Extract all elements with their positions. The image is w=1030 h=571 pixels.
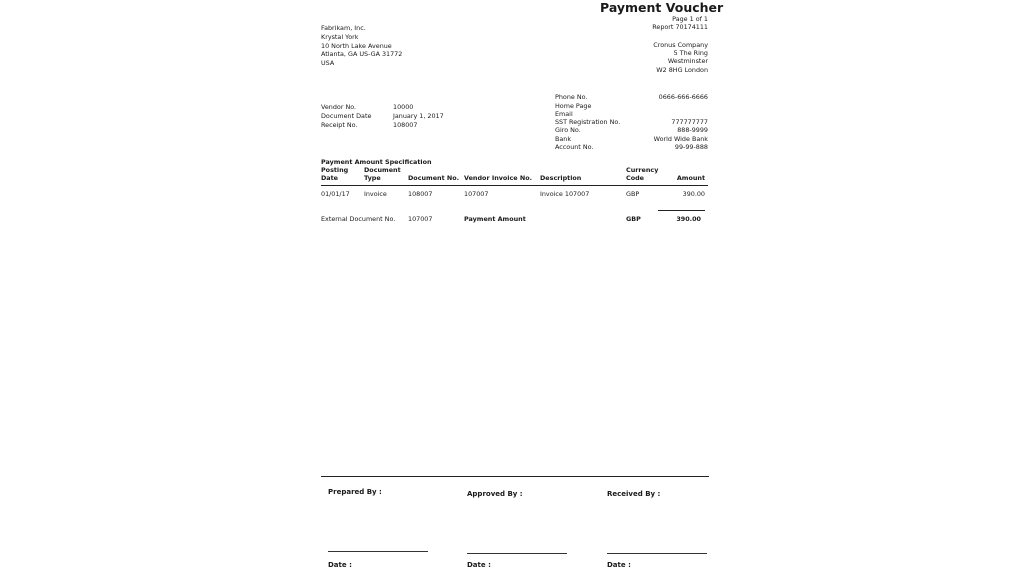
giro-value: 888-9999 xyxy=(677,126,708,134)
company-name: Cronus Company xyxy=(653,41,708,49)
row-amount: 390.00 xyxy=(682,190,705,198)
homepage-label: Home Page xyxy=(555,102,592,110)
col-doc-type-1: Document xyxy=(364,166,401,174)
received-signature-line xyxy=(607,553,707,554)
col-vendor-invoice: Vendor Invoice No. xyxy=(464,174,533,182)
row-doc-no: 108007 xyxy=(408,190,433,198)
document-date-label: Document Date xyxy=(321,112,372,120)
company-street: 5 The Ring xyxy=(673,49,708,57)
prepared-by-label: Prepared By : xyxy=(328,488,382,496)
col-posting-date-2: Date xyxy=(321,174,339,182)
receipt-no-value: 108007 xyxy=(393,121,418,129)
row-posting-date: 01/01/17 xyxy=(321,190,350,198)
vendor-contact: Krystal York xyxy=(321,33,359,41)
approved-by-label: Approved By : xyxy=(467,490,523,498)
email-label: Email xyxy=(555,110,573,118)
account-value: 99-99-888 xyxy=(674,143,708,151)
row-description: Invoice 107007 xyxy=(540,190,590,198)
vendor-no-value: 10000 xyxy=(393,103,414,111)
total-currency: GBP xyxy=(626,215,641,223)
prepared-signature-line xyxy=(328,551,428,552)
col-doc-no: Document No. xyxy=(408,174,460,182)
payment-amount-label: Payment Amount xyxy=(464,215,526,223)
sst-label: SST Registration No. xyxy=(555,118,621,126)
received-by-label: Received By : xyxy=(607,490,661,498)
col-currency-1: Currency xyxy=(626,166,659,174)
company-district: Westminster xyxy=(667,57,708,65)
total-amount: 390.00 xyxy=(676,215,701,223)
col-amount: Amount xyxy=(676,174,705,182)
signature-section-rule xyxy=(321,476,709,477)
received-date-label: Date : xyxy=(607,561,631,569)
phone-value: 0666-666-6666 xyxy=(658,93,708,101)
total-rule xyxy=(658,210,705,211)
col-description: Description xyxy=(540,174,582,182)
page-number: Page 1 of 1 xyxy=(672,15,708,23)
col-currency-2: Code xyxy=(626,174,644,182)
vendor-street: 10 North Lake Avenue xyxy=(321,42,392,50)
row-vendor-invoice: 107007 xyxy=(464,190,489,198)
company-city: W2 8HG London xyxy=(656,66,708,74)
approved-date-label: Date : xyxy=(467,561,491,569)
vendor-country: USA xyxy=(321,59,335,67)
receipt-no-label: Receipt No. xyxy=(321,121,358,129)
phone-label: Phone No. xyxy=(555,93,588,101)
vendor-no-label: Vendor No. xyxy=(321,103,357,111)
spec-heading: Payment Amount Specification xyxy=(321,158,432,166)
header-rule xyxy=(321,185,708,186)
col-doc-type-2: Type xyxy=(364,174,381,182)
vendor-name: Fabrikam, Inc. xyxy=(321,24,366,32)
report-title: Payment Voucher xyxy=(600,0,724,15)
giro-label: Giro No. xyxy=(555,126,581,134)
vendor-city: Atlanta, GA US-GA 31772 xyxy=(321,50,403,58)
bank-label: Bank xyxy=(555,135,572,143)
bank-value: World Wide Bank xyxy=(653,135,708,143)
sst-value: 777777777 xyxy=(671,118,708,126)
document-date-value: January 1, 2017 xyxy=(393,112,444,120)
prepared-date-label: Date : xyxy=(328,561,352,569)
approved-signature-line xyxy=(467,553,567,554)
row-doc-type: Invoice xyxy=(364,190,387,198)
row-currency: GBP xyxy=(626,190,640,198)
external-doc-label: External Document No. xyxy=(321,215,396,223)
col-posting-date-1: Posting xyxy=(321,166,349,174)
account-label: Account No. xyxy=(555,143,594,151)
report-number: Report 70174111 xyxy=(652,23,708,31)
external-doc-value: 107007 xyxy=(408,215,433,223)
